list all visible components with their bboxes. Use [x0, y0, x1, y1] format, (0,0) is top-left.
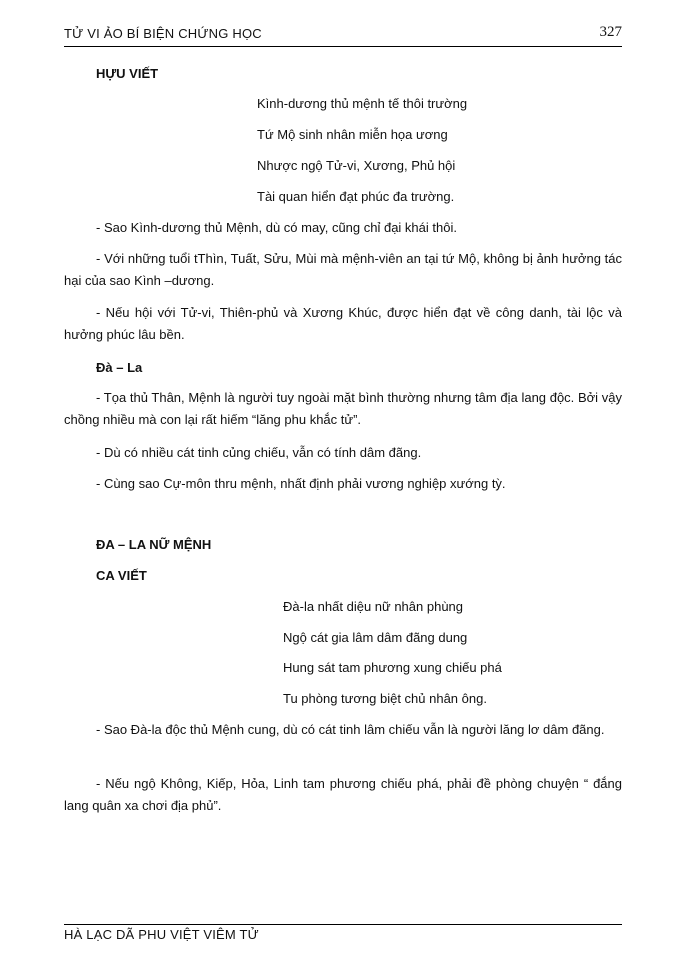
section-subheading: CA VIẾT	[96, 568, 147, 583]
paragraph: - Nếu hội với Tử-vi, Thiên-phủ và Xương Khúc, được hiển đạt về công danh, tài lộc và hưởng phúc lâu bền.	[64, 305, 622, 342]
section-heading: HỰU VIẾT	[96, 66, 159, 81]
header-rule	[64, 46, 622, 47]
paragraph: - Cùng sao Cự-môn thru mệnh, nhất định phải vương nghiệp xướng tỳ.	[96, 476, 506, 491]
verse-line: Tài quan hiển đạt phúc đa trường.	[257, 189, 455, 204]
paragraph: - Tọa thủ Thân, Mệnh là người tuy ngoài mặt bình thường nhưng tâm địa lang độc. Bởi vậy chồng nhiều mà con lại rất hiếm “lăng phu khắc tử”.	[64, 390, 622, 427]
page-number: 327	[599, 24, 622, 40]
book-title: TỬ VI ẢO BÍ BIỆN CHỨNG HỌC	[64, 26, 262, 41]
verse-line: Ngộ cát gia lâm dâm đãng dung	[283, 630, 468, 645]
paragraph: - Sao Kình-dương thủ Mệnh, dù có may, cũng chỉ đại khái thôi.	[96, 220, 457, 235]
footer-rule	[64, 924, 622, 925]
section-heading: Đà – La	[96, 360, 143, 375]
verse-line: Đà-la nhất diệu nữ nhân phùng	[283, 599, 464, 614]
section-heading: ĐA – LA NỮ MỆNH	[96, 537, 212, 552]
paragraph: - Sao Đà-la độc thủ Mệnh cung, dù có cát tinh lâm chiếu vẫn là người lăng lơ dâm đãng.	[96, 722, 605, 737]
verse-line: Tứ Mộ sinh nhân miễn họa ương	[257, 127, 448, 142]
paragraph: - Dù có nhiều cát tinh củng chiếu, vẫn có tính dâm đãng.	[96, 445, 422, 460]
verse-line: Hung sát tam phương xung chiếu phá	[283, 660, 502, 675]
footer-author: HÀ LẠC DÃ PHU VIỆT VIÊM TỬ	[64, 927, 259, 942]
page-header	[64, 24, 622, 44]
paragraph: - Với những tuổi tThìn, Tuất, Sửu, Mùi mà mệnh-viên an tại tứ Mộ, không bị ảnh hưởng tác hại của sao Kình –dương.	[64, 251, 622, 288]
verse-line: Kình-dương thủ mệnh tế thôi trường	[257, 96, 468, 111]
verse-line: Tu phòng tương biệt chủ nhân ông.	[283, 691, 487, 706]
paragraph: - Nếu ngộ Không, Kiếp, Hỏa, Linh tam phương chiếu phá, phải đề phòng chuyện “ đắng lang quân xa chơi địa phủ”.	[64, 776, 622, 813]
verse-line: Nhược ngộ Tử-vi, Xương, Phủ hội	[257, 158, 456, 173]
